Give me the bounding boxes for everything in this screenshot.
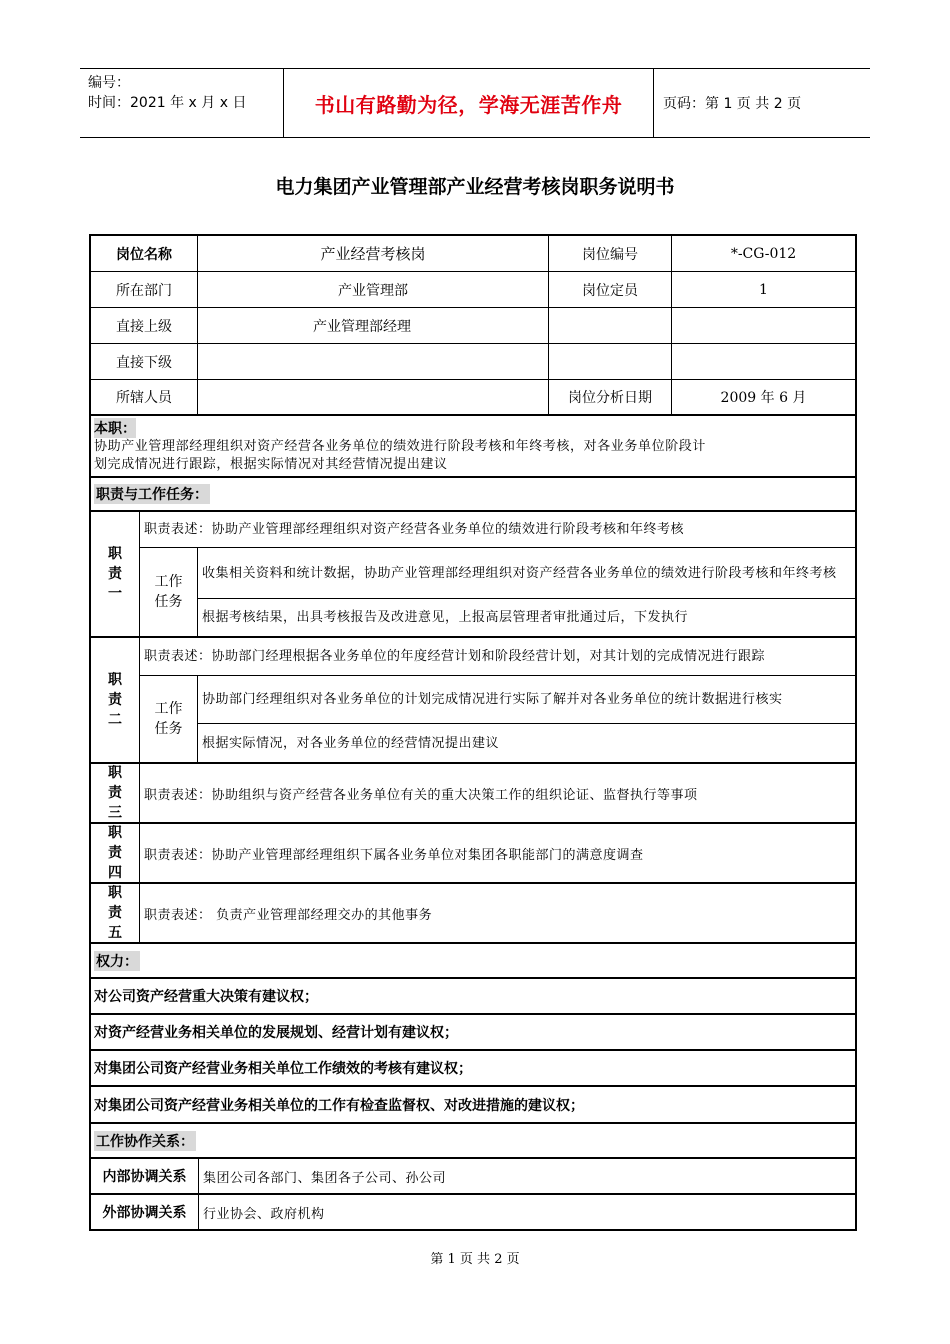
duty-3 [91, 764, 855, 824]
staff [198, 380, 549, 416]
analysis-date-label: 岗位分析日期 [549, 380, 672, 416]
subordinate-label: 直接下级 [91, 344, 198, 380]
time-label: 时间：2021 年 x 月 x 日 [88, 95, 247, 111]
duty-1-char-3: 一 [108, 586, 122, 602]
duty-5 [91, 884, 855, 944]
duty-1-char-2: 责 [108, 566, 122, 582]
duty-5-desc: 职责表述： 负责产业管理部经理交办的其他事务 [144, 907, 433, 923]
quota: 1 [672, 272, 855, 308]
empty-cell [672, 308, 855, 344]
duty-2-desc: 职责表述：协助部门经理根据各业务单位的年度经营计划和阶段经营计划，对其计划的完成情况进行跟踪 [140, 638, 855, 676]
empty-cell [549, 344, 672, 380]
duty-1 [91, 512, 855, 638]
internal-relations-label: 内部协调关系 [91, 1159, 199, 1193]
duty-3-desc: 职责表述：协助组织与资产经营各业务单位有关的重大决策工作的组织论证、监督执行等事项 [144, 787, 698, 803]
relations-header [91, 1124, 855, 1159]
duty-3-char-3: 三 [108, 805, 122, 821]
task-label-line-2: 任务 [154, 594, 183, 610]
duty-2-char-3: 二 [108, 712, 122, 728]
duty-1-task-2: 根据考核结果，出具考核报告及改进意见，上报高层管理者审批通过后，下发执行 [202, 610, 689, 625]
page-footer: 第 1 页 共 2 页 [430, 1252, 520, 1267]
dept-label: 所在部门 [91, 272, 198, 308]
superior: 产业管理部经理 [198, 308, 549, 344]
power-item: 对集团公司资产经营业务相关单位的工作有检查监督权、对改进措施的建议权； [91, 1087, 855, 1124]
relations-header-label: 工作协作关系： [94, 1131, 196, 1151]
duties-header [91, 478, 855, 512]
superior-label: 直接上级 [91, 308, 198, 344]
basic-info-grid [91, 236, 855, 416]
power-item: 对资产经营业务相关单位的发展规划、经营计划有建议权； [91, 1015, 855, 1051]
power-item: 对公司资产经营重大决策有建议权； [91, 979, 855, 1015]
motto: 书山有路勤为径，学海无涯苦作舟 [283, 69, 654, 137]
duty-1-task-label [140, 548, 198, 636]
duty-3-char-2: 责 [108, 785, 122, 801]
job-description-form [89, 234, 857, 1231]
empty-cell [672, 344, 855, 380]
code-label: 编号： [88, 75, 130, 91]
post-code: *-CG-012 [672, 236, 855, 272]
staff-label: 所辖人员 [91, 380, 198, 416]
task-label-line-1: 工作 [154, 574, 183, 590]
powers-header-label: 权力： [94, 951, 140, 971]
dept: 产业管理部 [198, 272, 549, 308]
page-info: 页码：第 1 页 共 2 页 [663, 96, 802, 112]
duty-2-task-2: 根据实际情况，对各业务单位的经营情况提出建议 [202, 735, 500, 751]
duty-4 [91, 824, 855, 884]
duty-1-task-1: 收集相关资料和统计数据，协助产业管理部经理组织对资产经营各业务单位的绩效进行阶段考核和年终考核 [198, 548, 855, 599]
page-header [80, 68, 870, 138]
power-item: 对集团公司资产经营业务相关单位工作绩效的考核有建议权； [91, 1051, 855, 1087]
duty-3-char-1: 职 [108, 765, 122, 781]
duty-2-char-2: 责 [108, 692, 122, 708]
task-label-line-1: 工作 [154, 701, 183, 717]
analysis-date: 2009 年 6 月 [672, 380, 855, 416]
duty-overview [91, 416, 855, 478]
duty-2-name [91, 638, 140, 762]
internal-relations: 集团公司各部门、集团各子公司、孙公司 [203, 1170, 447, 1186]
duty-2-char-1: 职 [108, 672, 122, 688]
header-left [88, 73, 246, 113]
empty-cell [549, 308, 672, 344]
duty-1-name [91, 512, 140, 636]
external-relations: 行业协会、政府机构 [203, 1206, 325, 1222]
powers-header [91, 944, 855, 979]
duty-4-char-1: 职 [108, 825, 122, 841]
duty-4-char-2: 责 [108, 845, 122, 861]
document-title: 电力集团产业管理部产业经营考核岗职务说明书 [275, 176, 675, 198]
duty-5-char-1: 职 [108, 885, 122, 901]
task-label-line-2: 任务 [154, 721, 183, 737]
quota-label: 岗位定员 [549, 272, 672, 308]
duties-header-label: 职责与工作任务： [94, 484, 210, 504]
duty-overview-line-1: 协助产业管理部经理组织对资产经营各业务单位的绩效进行阶段考核和年终考核，对各业务单位阶段计 [94, 439, 707, 454]
duty-2 [91, 638, 855, 764]
duty-5-name [91, 884, 140, 942]
duty-4-name [91, 824, 140, 882]
duty-5-char-2: 责 [108, 905, 122, 921]
post-code-label: 岗位编号 [549, 236, 672, 272]
duty-1-char-1: 职 [108, 546, 122, 562]
duty-5-char-3: 五 [108, 925, 122, 941]
external-relations-label: 外部协调关系 [91, 1195, 199, 1229]
duty-2-task-label [140, 676, 198, 762]
duty-4-desc: 职责表述：协助产业管理部经理组织下属各业务单位对集团各职能部门的满意度调查 [144, 847, 644, 863]
duty-2-task-1: 协助部门经理组织对各业务单位的计划完成情况进行实际了解并对各业务单位的统计数据进行核实 [198, 676, 855, 724]
duty-overview-line-2: 划完成情况进行跟踪，根据实际情况对其经营情况提出建议 [94, 457, 448, 472]
internal-relations-row [91, 1159, 855, 1195]
post-name-label: 岗位名称 [91, 236, 198, 272]
duty-4-char-3: 四 [108, 865, 122, 881]
duty-overview-label: 本职： [94, 418, 136, 438]
duty-1-desc: 职责表述：协助产业管理部经理组织对资产经营各业务单位的绩效进行阶段考核和年终考核 [140, 512, 855, 548]
duty-3-name [91, 764, 140, 822]
external-relations-row [91, 1195, 855, 1231]
post-name: 产业经营考核岗 [198, 236, 549, 272]
subordinate [198, 344, 549, 380]
